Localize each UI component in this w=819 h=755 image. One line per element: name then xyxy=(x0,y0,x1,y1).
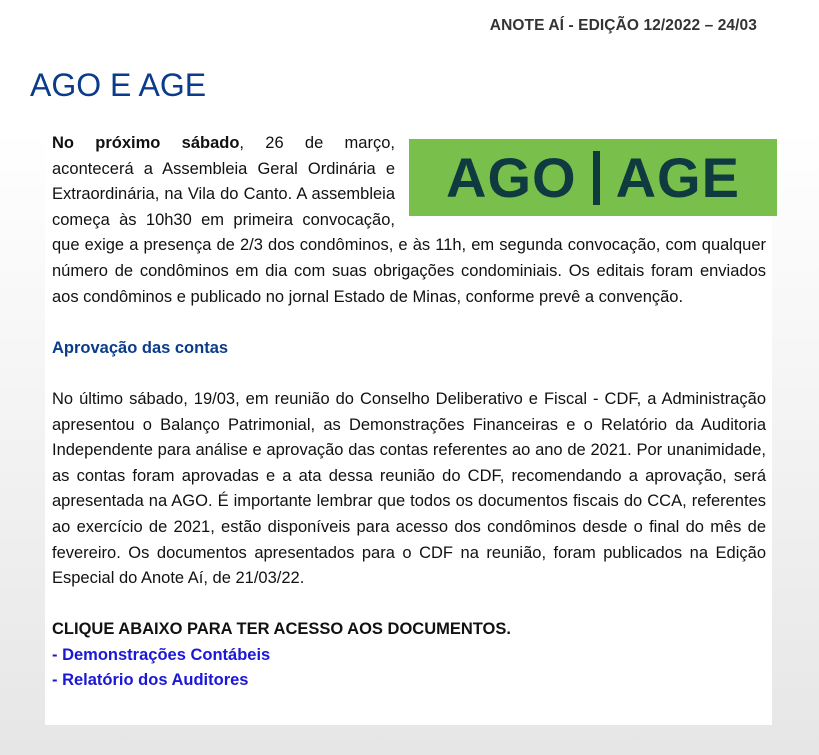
intro-bold-text: No próximo sábado xyxy=(52,134,240,152)
ago-age-logo xyxy=(409,139,777,216)
section-subheading: Aprovação das contas xyxy=(52,338,229,357)
spacer xyxy=(52,592,766,618)
logo-divider xyxy=(593,151,600,205)
link-demonstracoes-contabeis[interactable]: - Demonstrações Contábeis xyxy=(52,645,271,664)
article-content xyxy=(52,131,766,694)
logo-text-ago: AGO xyxy=(446,145,577,209)
edition-header: ANOTE AÍ - EDIÇÃO 12/2022 – 24/03 xyxy=(489,17,757,34)
intro-text: , 26 de março, acontecerá a Assembleia Geral Ordinária e Extraordinária, na Vila do Canto. A assembleia começa às 10h30 em primeira convocação, que exige a presença de 2/3 dos condôminos, e às 11h, em segunda convocação, com qualquer número de condôminos em dia com suas obrigações condominiais. Os editais foram enviados aos condôminos e publicado no jornal Estado de Minas, conforme prevê a convenção. xyxy=(52,134,766,306)
spacer xyxy=(52,361,766,387)
article-card xyxy=(45,127,772,725)
logo-text-age: AGE xyxy=(615,145,740,209)
body-paragraph: No último sábado, 19/03, em reunião do Conselho Deliberativo e Fiscal - CDF, a Administração apresentou o Balanço Patrimonial, as Demonstrações Financeiras e o Relatório da Auditoria Independente para análise e aprovação das contas referentes ao ano de 2021. Por unanimidade, as contas foram aprovadas e a ata dessa reunião do CDF, recomendando a aprovação, será apresentada na AGO. É importante lembrar que todos os documentos fiscais do CCA, referentes ao exercício de 2021, estão disponíveis para acesso dos condôminos desde o final do mês de fevereiro. Os documentos apresentados para o CDF na reunião, foram publicados na Edição Especial do Anote Aí, de 21/03/22. xyxy=(52,389,766,588)
spacer xyxy=(52,310,766,336)
cta-heading: CLIQUE ABAIXO PARA TER ACESSO AOS DOCUMENTOS. xyxy=(52,620,511,639)
intro-paragraph xyxy=(52,131,766,310)
link-relatorio-auditores[interactable]: - Relatório dos Auditores xyxy=(52,671,249,690)
page-title: AGO E AGE xyxy=(30,67,207,103)
